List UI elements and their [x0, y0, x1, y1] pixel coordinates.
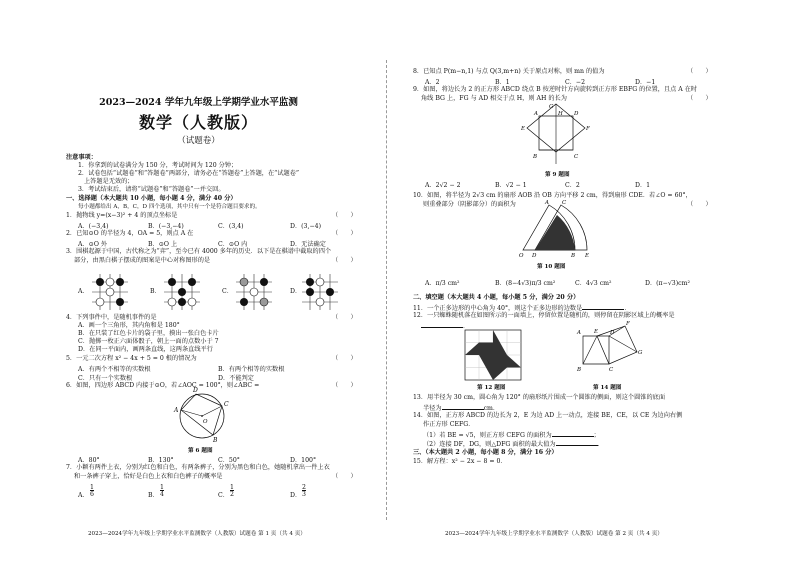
- q1-option-c: C．(3,4): [218, 223, 244, 230]
- q3-stem-line2: 部分，由黑白棋子摆成的图案是中心对称图形的是: [74, 257, 211, 264]
- q6-option-d: D．100°: [290, 457, 317, 464]
- q8-option-d: D．−1: [635, 79, 656, 86]
- q9-option-d: D．1: [635, 182, 651, 189]
- q2-option-a: A．⊙O 外: [78, 241, 108, 248]
- q3-paren: （ ）: [332, 257, 357, 264]
- q4-option-c: C．抛掷一枚正六面体骰子，朝上一面的点数小于 7: [78, 338, 219, 345]
- q9-figure: [521, 104, 597, 166]
- q14-part2-blank[interactable]: [556, 439, 598, 446]
- q10-stem-line1: 10．如图，将半径为 2√3 cm 的扇形 AOB 沿 OB 方向平移 2 cm，得到扇形 CDE．若∠O = 60°，: [413, 192, 692, 199]
- q11-answer-blank[interactable]: [582, 303, 624, 310]
- q9-stem-line1: 9．如图，将边长为 2 的正方形 ABCD 绕点 B 按逆时针方向旋转到正方形 EBFG 的位置，且点 A 在时: [413, 86, 698, 93]
- q10-option-d: D．(π−√3)cm²: [645, 280, 690, 287]
- q9-stem-line2: 角线 BG 上，FG 与 AD 相交于点 H，则 AH 的长为: [421, 95, 567, 102]
- q14-part1-blank[interactable]: [552, 430, 594, 437]
- q5-stem: 5．一元二次方程 x² − 4x + 5 = 0 根的情况为: [66, 355, 197, 362]
- q7-stem-line2: 和一条裤子穿上，恰好是白色上衣和白色裤子的概率是: [74, 473, 223, 480]
- q3-stem-line1: 3．围棋起源于中国，古代称之为“弈”，至今已有 4000 多年的历史．以下是在棋谱中截取的四个: [66, 248, 332, 255]
- q6-label-b: B: [213, 437, 218, 444]
- q6-option-c: C．50°: [218, 457, 240, 464]
- q9-caption: 第 9 题图: [545, 172, 570, 178]
- q10-label-b: B: [571, 253, 576, 259]
- q7-option-c: C．: [218, 492, 229, 499]
- q11-stem: 11．一个正多边形的中心角为 40°，则这个正多边形的边数是 ．: [413, 305, 631, 312]
- q4-paren: （ ）: [332, 314, 357, 321]
- q2-option-c: C．⊙O 内: [218, 241, 248, 248]
- q8-stem: 8．已知点 P(m−n,1) 与点 Q(3,m+n) 关于原点对称，则 mn 的值为: [413, 68, 605, 75]
- q4-option-d: D．在同一平面内，画两条直线，这两条直线平行: [78, 346, 213, 353]
- q8-option-c: C．−2: [565, 79, 586, 86]
- q13-stem-line1: 13．用半径为 30 cm，圆心角为 120° 的扇形纸片围成一个圆锥的侧面，则这个圆锥的底面: [413, 394, 666, 401]
- q12-stem: 12．一只蜘蛛随机落在如图所示的一面墙上，停留位置是随机的，则停留在阴影区域上的概率是: [413, 312, 675, 319]
- q14-stem-line2: 作正方形 CEFG．: [423, 421, 475, 428]
- q9-label-a: A: [534, 111, 538, 117]
- q8-option-b: B．1: [495, 79, 510, 86]
- q9-option-b: B．√2 − 1: [495, 182, 527, 189]
- q15-stem: 15．解方程：x² − 2x − 8 = 0．: [413, 458, 507, 465]
- q6-label-d: D: [193, 387, 198, 394]
- q1-option-b: B．(−3,−4): [148, 223, 184, 230]
- q14-figure: [575, 322, 645, 380]
- q2-stem: 2．已知⊙O 的半径为 4，OA = 5，则点 A 在: [66, 230, 194, 237]
- section3-heading: 三、（本大题共 2 小题，每小题 8 分，满分 16 分）: [413, 449, 558, 456]
- q6-label-a: A: [174, 407, 179, 414]
- q14-label-a: A: [577, 330, 581, 336]
- q3-option-d: D．: [290, 288, 302, 295]
- subject-title: 数学（人教版）: [138, 113, 258, 132]
- q7-fraction-c: 1 2: [230, 484, 234, 498]
- q7-option-d: D．: [290, 492, 302, 499]
- q6-option-b: B．130°: [148, 457, 174, 464]
- q9-paren: （ ）: [687, 95, 712, 102]
- q12-caption: 第 12 题图: [477, 385, 506, 391]
- q5-option-b: B．有两个相等的实数根: [218, 366, 285, 373]
- q3-option-b: B．: [150, 288, 161, 295]
- q7-option-a: A．: [78, 492, 89, 499]
- q14-label-g: G: [638, 350, 643, 356]
- q12-answer-blank[interactable]: [421, 321, 463, 328]
- q10-label-c: C: [562, 200, 567, 206]
- q9-label-b: B: [533, 154, 538, 160]
- q12-answer-line: ．: [421, 321, 469, 331]
- q8-option-a: A．2: [425, 79, 440, 86]
- q14-label-f: F: [626, 321, 630, 327]
- q5-option-a: A．有两个不相等的实数根: [78, 366, 151, 373]
- q6-stem: 6．如图，四边形 ABCD 内接于⊙O，若∠AOC = 100°，则∠ABC =: [66, 382, 260, 389]
- q2-paren: （ ）: [332, 230, 357, 237]
- note-2: 2．试卷包括“试题卷”和“答题卷”两部分，请务必在“答题卷”上答题，在“试题卷”: [78, 170, 300, 177]
- q7-option-b: B．: [148, 492, 159, 499]
- q5-paren: （ ）: [332, 355, 357, 362]
- go-board-c: [236, 274, 272, 310]
- q10-option-c: C．4√3 cm²: [575, 280, 612, 287]
- paper-type: （试题卷）: [177, 136, 220, 146]
- q14-stem-line1: 14．如图，正方形 ABCD 的边长为 2，E 为边 AD 上一动点，连接 BE，CE，以 CE 为边向右侧: [413, 412, 683, 419]
- q10-label-d: D: [532, 253, 537, 259]
- section1-heading: 一、选择题（本大题共 10 小题，每小题 4 分，满分 40 分）: [66, 195, 237, 202]
- q7-fraction-b: 1 4: [160, 484, 164, 498]
- q9-option-c: C．2: [565, 182, 580, 189]
- q1-stem: 1．抛物线 y=(x−3)² + 4 的顶点坐标是: [66, 212, 178, 219]
- q4-stem: 4．下列事件中，是随机事件的是: [66, 314, 157, 321]
- go-board-a: [92, 274, 128, 310]
- q3-option-c: C．: [222, 288, 233, 295]
- q1-option-d: D．(3,−4): [290, 223, 322, 230]
- q6-label-o: O: [203, 419, 208, 425]
- q6-paren: （ ）: [332, 382, 357, 389]
- go-board-d: [302, 274, 338, 310]
- notes-heading: 注意事项：: [66, 154, 97, 161]
- q9-label-d: D: [574, 111, 579, 117]
- q2-option-b: B．⊙O 上: [148, 241, 178, 248]
- q9-label-c: C: [574, 154, 579, 160]
- q10-option-b: B．(8−4√3)π/3 cm²: [495, 280, 556, 287]
- q6-caption: 第 6 题图: [188, 448, 213, 454]
- section2-heading: 二、填空题（本大题共 4 小题，每小题 5 分，满分 20 分）: [413, 294, 580, 301]
- q12-figure: [465, 330, 521, 380]
- q8-paren: （ ）: [687, 68, 712, 75]
- q10-paren: （ ）: [687, 201, 712, 208]
- q2-option-d: D．无法确定: [290, 241, 326, 248]
- q13-stem-line2: 半径为 cm．: [423, 405, 500, 412]
- q10-label-e: E: [585, 253, 590, 259]
- q1-option-a: A．(−3,4): [78, 223, 109, 230]
- q7-fraction-a: 1 6: [90, 484, 94, 498]
- q13-answer-blank[interactable]: [442, 403, 484, 410]
- q6-label-c: C: [224, 401, 229, 408]
- right-page: [397, 0, 794, 562]
- footer-left: 2023—2024学年九年级上学期学业水平监测数学（人教版）试题卷 第 1 页（共 4 页）: [88, 531, 306, 537]
- q5-option-d: D．不能判定: [218, 375, 254, 382]
- note-1: 1．你拿到的试卷满分为 150 分，考试时间为 120 分钟；: [78, 162, 238, 169]
- q14-caption: 第 14 题图: [593, 385, 622, 391]
- q9-label-f: F: [586, 126, 590, 132]
- q4-option-a: A．画一个三角形，其内角和是 180°: [78, 322, 180, 329]
- q7-paren: （ ）: [332, 473, 357, 480]
- section1-instruction: 每小题都给出 A，B，C，D 四个选项，其中只有一个是符合题目要求的。: [78, 204, 261, 210]
- q14-part1: （1）若 BE = √5，则正方形 CEFG 的面积为 ；: [423, 432, 600, 439]
- q14-label-e: E: [594, 329, 599, 335]
- q6-figure: [172, 387, 232, 444]
- go-board-b: [164, 274, 200, 310]
- q14-label-c: C: [609, 367, 614, 373]
- q14-label-b: B: [577, 367, 582, 373]
- note-3: 3．考试结束后，请将“试题卷”和“答题卷”一并交回。: [78, 186, 225, 193]
- q1-paren: （ ）: [332, 212, 357, 219]
- q3-option-a: A．: [78, 288, 89, 295]
- q7-stem-line1: 7．小颖有两件上衣，分别为红色和白色，有两条裤子，分别为黑色和白色，她随机拿出一件上衣: [66, 464, 330, 471]
- q10-option-a: A．π/3 cm²: [425, 280, 460, 287]
- exam-title: 2023—2024 学年九年级上学期学业水平监测: [99, 97, 298, 108]
- q7-fraction-d: 2 3: [302, 484, 306, 498]
- q10-caption: 第 10 题图: [537, 264, 566, 270]
- q5-option-c: C．只有一个实数根: [78, 375, 133, 382]
- q4-option-b: B．在只装了红色卡片的袋子里，摸出一张白色卡片: [78, 330, 219, 337]
- q10-stem-line2: 则重叠部分（阴影部分）的面积为: [423, 201, 516, 208]
- q14-label-d: D: [610, 330, 615, 336]
- q9-label-g: G: [549, 104, 554, 110]
- q6-option-a: A．80°: [78, 457, 100, 464]
- q10-label-o: O: [519, 253, 524, 259]
- q9-label-e: E: [521, 126, 526, 132]
- q14-part2: （2）连接 DF，DG，则△DFG 面积的最大值为 ．: [423, 441, 604, 448]
- q9-label-h: H: [558, 111, 563, 117]
- note-2-cont: 上答题是无效的；: [84, 178, 134, 185]
- q10-figure: [517, 200, 597, 259]
- q9-option-a: A．2√2 − 2: [425, 182, 461, 189]
- footer-right: 2023—2024学年九年级上学期学业水平监测数学（人教版）试题卷 第 2 页（共 4 页）: [445, 531, 663, 537]
- q10-label-a: A: [545, 200, 549, 206]
